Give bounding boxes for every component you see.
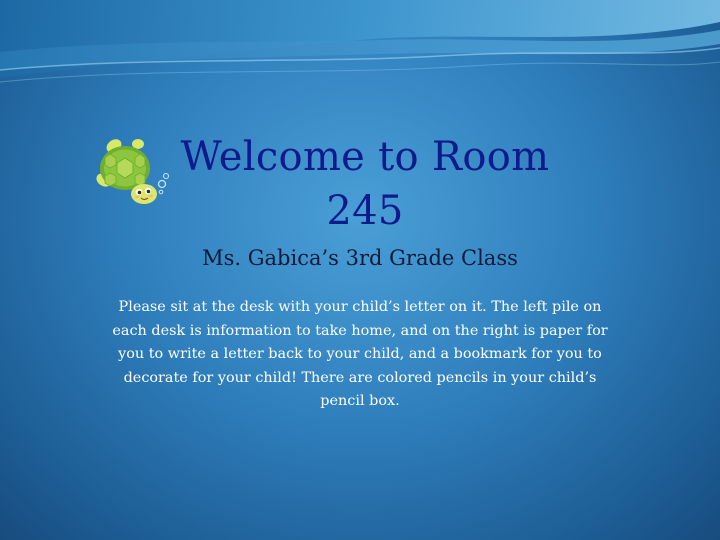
wave-header-decoration: [0, 0, 720, 110]
slide-body-text: Please sit at the desk with your child’s letter on it. The left pile on each desk is information to take home, and on the right is paper for you to write a letter back to your child, and a bookmark for you to decorate for your child! There are colored pencils in your child’s pencil box.: [112, 299, 608, 409]
slide-subtitle: Ms. Gabica’s 3rd Grade Class: [202, 246, 518, 270]
slide-title: Welcome to Room 245: [180, 134, 550, 234]
